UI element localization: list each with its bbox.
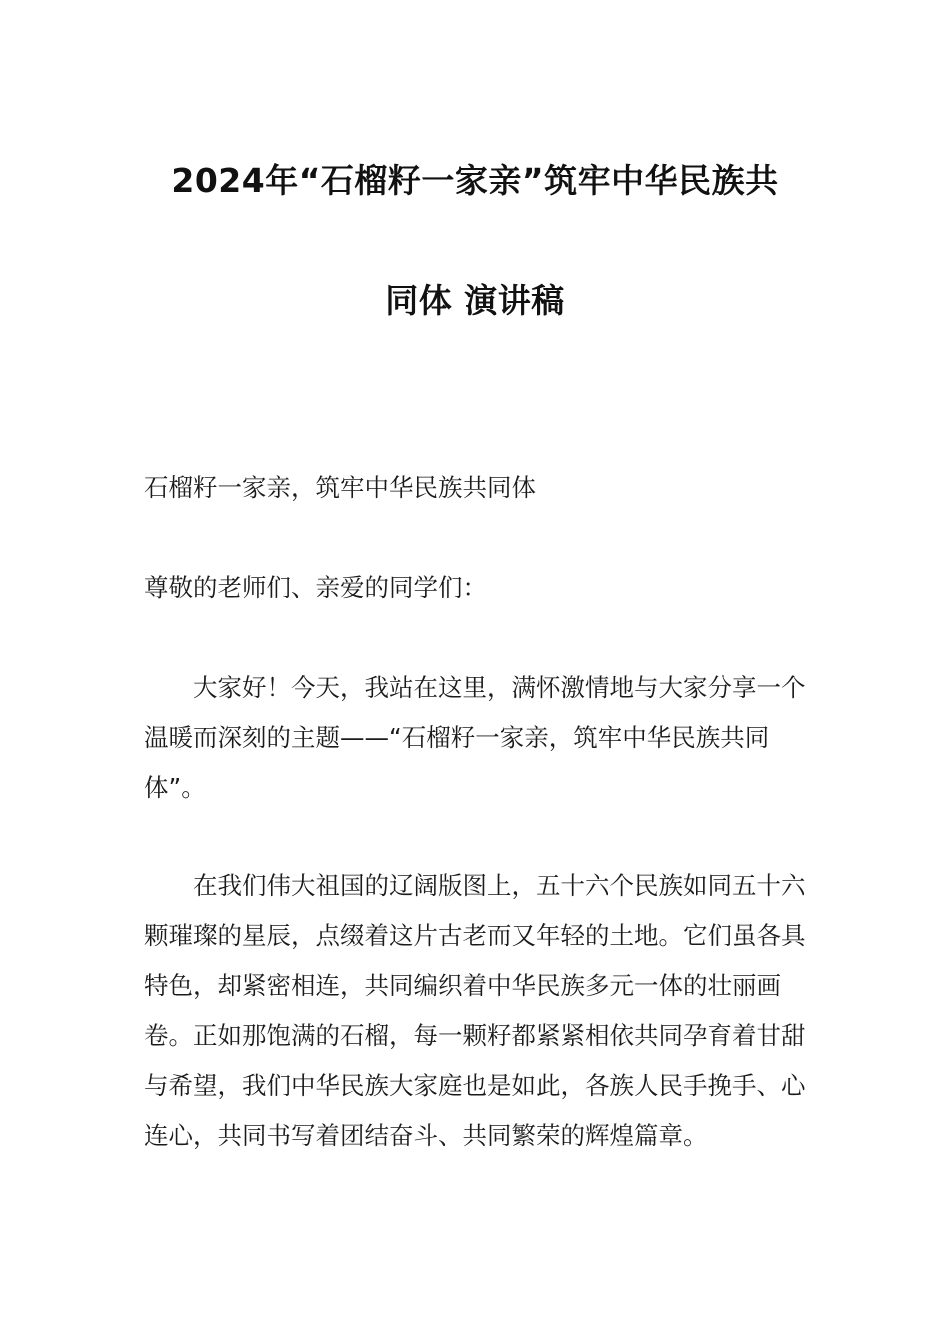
paragraph-opening: 大家好！今天，我站在这里，满怀激情地与大家分享一个温暖而深刻的主题——“石榴籽一家亲，筑牢中华民族共同体”。	[144, 673, 806, 802]
document-title-line-1: 2024年“石榴籽一家亲”筑牢中华民族共	[171, 161, 779, 200]
speech-subtitle: 石榴籽一家亲，筑牢中华民族共同体	[144, 473, 536, 502]
document-title-line-2: 同体 演讲稿	[385, 281, 565, 320]
salutation: 尊敬的老师们、亲爱的同学们：	[144, 573, 487, 602]
paragraph-ethnic-unity: 在我们伟大祖国的辽阔版图上，五十六个民族如同五十六颗璀璨的星辰，点缀着这片古老而又年轻的土地。它们虽各具特色，却紧密相连，共同编织着中华民族多元一体的壮丽画卷。正如那饱满的石榴，每一颗籽都紧紧相依共同孕育着甘甜与希望，我们中华民族大家庭也是如此，各族人民手挽手、心连心，共同书写着团结奋斗、共同繁荣的辉煌篇章。	[144, 871, 806, 1150]
